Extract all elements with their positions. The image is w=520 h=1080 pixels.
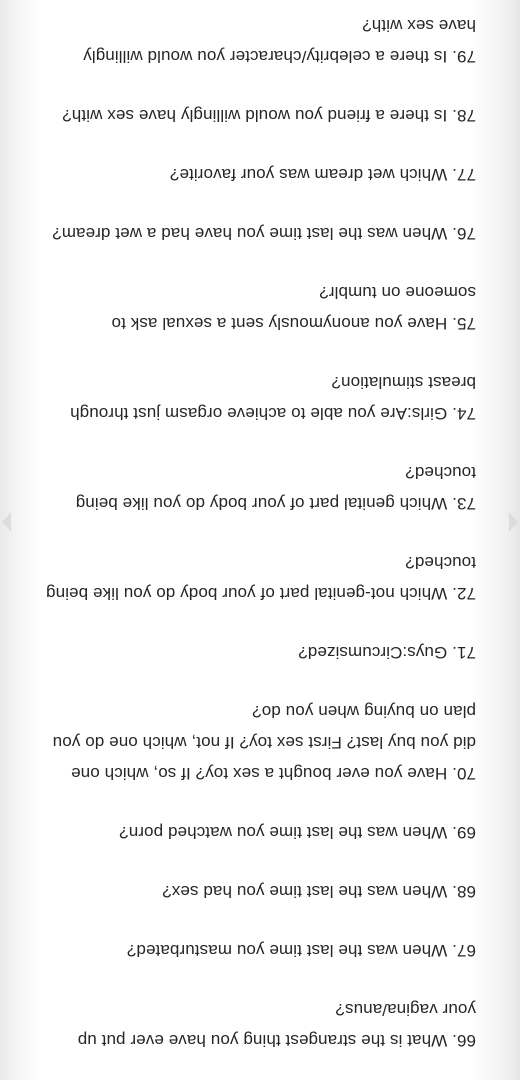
question-78: 78. Is there a friend you would willingly have sex with? [62, 106, 476, 125]
question-75: 75. Have you anonymously sent a sexual ask to someone on tumblr? [111, 283, 476, 333]
question-76: 76. When was the last time you have had a wet dream? [52, 224, 476, 243]
question-70: 70. Have you ever bought a sex toy? If so, which one did you buy last? First sex toy? If not, which one do you plan on buying when you do? [52, 702, 476, 783]
question-77: 77. Which wet dream was your favorite? [169, 165, 476, 184]
chevron-right-icon[interactable] [509, 512, 518, 532]
question-69: 69. When was the last time you watched porn? [119, 823, 476, 842]
question-79: 79. Is there a celebrity/character you would willingly have sex with? [83, 16, 476, 66]
question-67: 67. When was the last time you masturbated? [126, 941, 476, 960]
question-72: 72. Which not-genital part of your body do you like being touched? [45, 553, 476, 603]
chevron-left-icon[interactable] [2, 512, 11, 532]
question-73: 73. Which genital part of your body do you like being touched? [75, 463, 476, 513]
question-71: 71. Guys:Circumsized? [298, 643, 476, 662]
question-74: 74. Girls:Are you able to achieve orgasm just through breast stimulation? [70, 373, 476, 423]
question-68: 68. When was the last time you had sex? [162, 882, 476, 901]
question-66: 66. What is the strangest thing you have ever put up your vagina/anus? [77, 1000, 476, 1050]
